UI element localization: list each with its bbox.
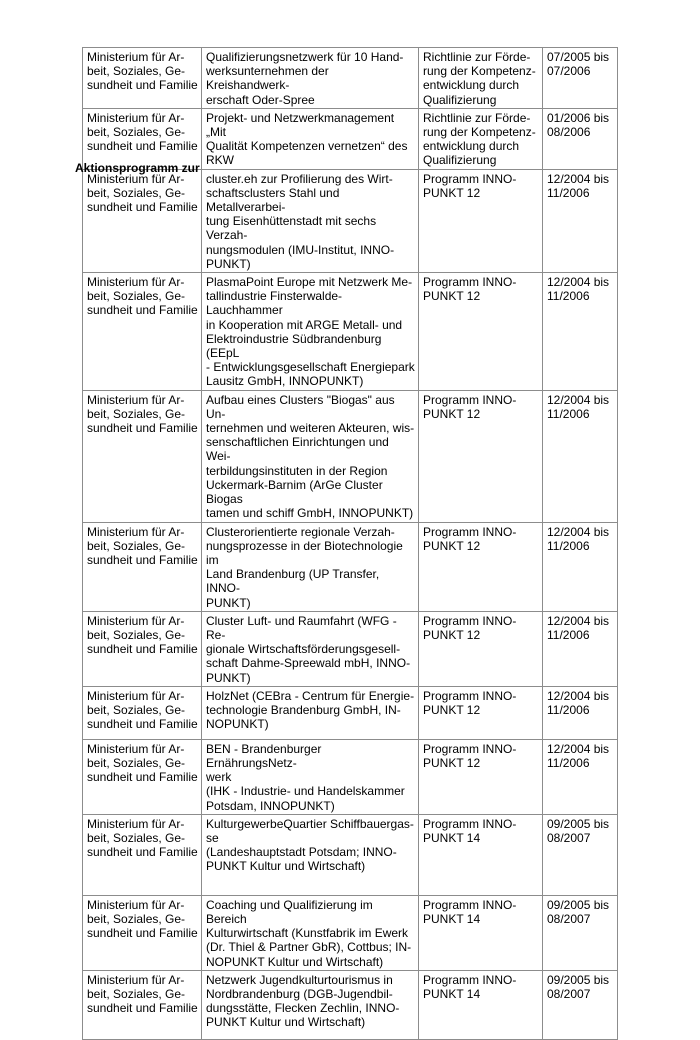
table-row	[83, 273, 618, 391]
period-cell: 12/2004 bis 11/2006	[543, 522, 618, 611]
program-cell: Programm INNO- PUNKT 12	[419, 522, 543, 611]
project-cell: Qualifizierungsnetzwerk für 10 Hand- werksunternehmen der Kreishandwerk- erschaft Oder-Spree	[202, 48, 419, 109]
period-cell: 12/2004 bis 11/2006	[543, 390, 618, 522]
project-cell: Clusterorientierte regionale Verzah- nungsprozesse in der Biotechnologie im Land Brandenburg (UP Transfer, INNO- PUNKT)	[202, 522, 419, 611]
overlapping-heading-text: Aktionsprogramm zur	[75, 161, 200, 175]
project-cell: HolzNet (CEBra - Centrum für Energie- technologie Brandenburg GmbH, IN- NOPUNKT)	[202, 686, 419, 739]
period-cell: 12/2004 bis 11/2006	[543, 611, 618, 686]
ministry-cell: Ministerium für Ar- beit, Soziales, Ge- sundheit und Familie	[83, 814, 202, 895]
project-cell: Cluster Luft- und Raumfahrt (WFG - Re- gionale Wirtschaftsförderungsgesell- schaft Dahme-Spreewald mbH, INNO- PUNKT)	[202, 611, 419, 686]
program-cell: Programm INNO- PUNKT 12	[419, 611, 543, 686]
program-cell: Programm INNO- PUNKT 14	[419, 970, 543, 1039]
table-row	[83, 169, 618, 272]
project-cell: KulturgewerbeQuartier Schiffbauergas- se (Landeshauptstadt Potsdam; INNO- PUNKT Kultur und Wirtschaft)	[202, 814, 419, 895]
table-row	[83, 895, 618, 970]
period-cell: 07/2005 bis 07/2006	[543, 48, 618, 109]
table-row	[83, 970, 618, 1039]
period-cell: 12/2004 bis 11/2006	[543, 686, 618, 739]
project-cell: Aufbau eines Clusters "Biogas" aus Un- ternehmen und weiteren Akteuren, wis- senschaftlichen Einrichtungen und Wei- terbildungsinstituten in der Region Uckermark-Barnim (ArGe Cluster Biogas tamen und schiff GmbH, INNOPUNKT)	[202, 390, 419, 522]
project-cell: Coaching und Qualifizierung im Bereich Kulturwirtschaft (Kunstfabrik im Ewerk (Dr. Thiel & Partner GbR), Cottbus; IN- NOPUNKT Kultur und Wirtschaft)	[202, 895, 419, 970]
table-row	[83, 522, 618, 611]
period-cell: 12/2004 bis 11/2006	[543, 169, 618, 272]
table-row	[83, 739, 618, 814]
funding-table-body	[83, 48, 618, 1040]
ministry-cell: Ministerium für Ar- beit, Soziales, Ge- sundheit und Familie	[83, 169, 202, 272]
period-cell: 01/2006 bis 08/2006	[543, 108, 618, 169]
ministry-cell: Ministerium für Ar- beit, Soziales, Ge- sundheit und Familie	[83, 108, 202, 169]
table-row	[83, 686, 618, 739]
table-row	[83, 108, 618, 169]
project-cell: PlasmaPoint Europe mit Netzwerk Me- tallindustrie Finsterwalde-Lauchhammer in Kooperation mit ARGE Metall- und Elektroindustrie Südbrandenburg (EEpL - Entwicklungsgesellschaft Energiepark Lausitz GmbH, INNOPUNKT)	[202, 273, 419, 391]
table-row	[83, 48, 618, 109]
ministry-cell: Ministerium für Ar- beit, Soziales, Ge- sundheit und Familie	[83, 739, 202, 814]
program-cell: Richtlinie zur Förde- rung der Kompetenz- entwicklung durch Qualifizierung	[419, 108, 543, 169]
ministry-cell: Ministerium für Ar- beit, Soziales, Ge- sundheit und Familie	[83, 686, 202, 739]
period-cell: 09/2005 bis 08/2007	[543, 814, 618, 895]
funding-table	[82, 47, 618, 1040]
table-row	[83, 814, 618, 895]
period-cell: 09/2005 bis 08/2007	[543, 970, 618, 1039]
project-cell: cluster.eh zur Profilierung des Wirt- schaftsclusters Stahl und Metallverarbei- tung Eisenhüttenstadt mit sechs Verzah- nungsmodulen (IMU-Institut, INNO- PUNKT)	[202, 169, 419, 272]
ministry-cell: Ministerium für Ar- beit, Soziales, Ge- sundheit und Familie	[83, 522, 202, 611]
program-cell: Programm INNO- PUNKT 14	[419, 895, 543, 970]
program-cell: Programm INNO- PUNKT 12	[419, 273, 543, 391]
program-cell: Programm INNO- PUNKT 14	[419, 814, 543, 895]
ministry-cell: Ministerium für Ar- beit, Soziales, Ge- sundheit und Familie	[83, 895, 202, 970]
ministry-cell: Ministerium für Ar- beit, Soziales, Ge- sundheit und Familie	[83, 970, 202, 1039]
project-cell: Projekt- und Netzwerkmanagement „Mit Qualität Kompetenzen vernetzen“ des RKW	[202, 108, 419, 169]
program-cell: Richtlinie zur Förde- rung der Kompetenz- entwicklung durch Qualifizierung	[419, 48, 543, 109]
period-cell: 09/2005 bis 08/2007	[543, 895, 618, 970]
program-cell: Programm INNO- PUNKT 12	[419, 739, 543, 814]
period-cell: 12/2004 bis 11/2006	[543, 739, 618, 814]
ministry-cell: Ministerium für Ar- beit, Soziales, Ge- sundheit und Familie	[83, 390, 202, 522]
program-cell: Programm INNO- PUNKT 12	[419, 169, 543, 272]
ministry-cell: Ministerium für Ar- beit, Soziales, Ge- sundheit und Familie	[83, 273, 202, 391]
program-cell: Programm INNO- PUNKT 12	[419, 390, 543, 522]
table-row	[83, 390, 618, 522]
ministry-cell: Ministerium für Ar- beit, Soziales, Ge- sundheit und Familie	[83, 611, 202, 686]
program-cell: Programm INNO- PUNKT 12	[419, 686, 543, 739]
project-cell: Netzwerk Jugendkulturtourismus in Nordbrandenburg (DGB-Jugendbil- dungsstätte, Flecken Zechlin, INNO- PUNKT Kultur und Wirtschaft)	[202, 970, 419, 1039]
ministry-cell: Ministerium für Ar- beit, Soziales, Ge- sundheit und Familie	[83, 48, 202, 109]
table-row	[83, 611, 618, 686]
project-cell: BEN - Brandenburger ErnährungsNetz- werk (IHK - Industrie- und Handelskammer Potsdam, INNOPUNKT)	[202, 739, 419, 814]
period-cell: 12/2004 bis 11/2006	[543, 273, 618, 391]
